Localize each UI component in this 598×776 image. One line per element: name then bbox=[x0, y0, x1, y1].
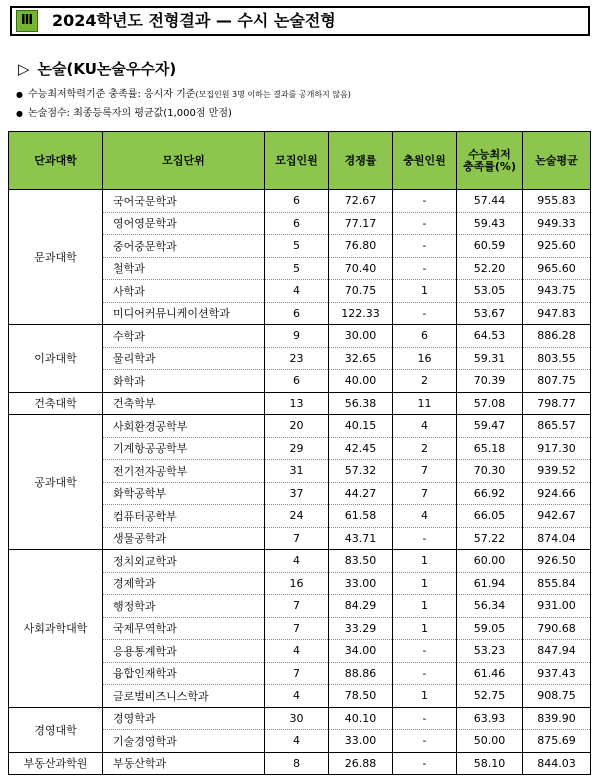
results-table bbox=[8, 131, 591, 775]
additional-cell: - bbox=[393, 707, 457, 730]
quota-cell: 4 bbox=[265, 280, 329, 303]
competition-cell: 33.00 bbox=[329, 572, 393, 595]
csat-rate-cell: 60.59 bbox=[457, 235, 523, 258]
bullet-icon: ● bbox=[16, 109, 23, 118]
additional-cell: 1 bbox=[393, 572, 457, 595]
competition-cell: 72.67 bbox=[329, 190, 393, 213]
quota-cell: 29 bbox=[265, 437, 329, 460]
additional-cell: 2 bbox=[393, 437, 457, 460]
unit-cell: 융합인재학과 bbox=[103, 662, 265, 685]
unit-cell: 사회환경공학부 bbox=[103, 415, 265, 438]
csat-rate-cell: 53.05 bbox=[457, 280, 523, 303]
header-additional: 충원인원 bbox=[393, 132, 457, 190]
unit-cell: 미디어커뮤니케이션학과 bbox=[103, 302, 265, 325]
competition-cell: 76.80 bbox=[329, 235, 393, 258]
header-csat-rate bbox=[457, 132, 523, 190]
college-cell: 문과대학 bbox=[9, 190, 103, 325]
csat-rate-cell: 58.10 bbox=[457, 752, 523, 775]
unit-cell: 화학과 bbox=[103, 370, 265, 393]
essay-avg-cell: 886.28 bbox=[523, 325, 591, 348]
csat-rate-cell: 60.00 bbox=[457, 550, 523, 573]
unit-cell: 중어중문학과 bbox=[103, 235, 265, 258]
essay-avg-cell: 855.84 bbox=[523, 572, 591, 595]
unit-cell: 철학과 bbox=[103, 257, 265, 280]
header-unit: 모집단위 bbox=[103, 132, 265, 190]
header-quota: 모집인원 bbox=[265, 132, 329, 190]
quota-cell: 7 bbox=[265, 662, 329, 685]
competition-cell: 61.58 bbox=[329, 505, 393, 528]
additional-cell: - bbox=[393, 640, 457, 663]
competition-cell: 40.00 bbox=[329, 370, 393, 393]
additional-cell: 11 bbox=[393, 392, 457, 415]
csat-rate-cell: 56.34 bbox=[457, 595, 523, 618]
csat-rate-cell: 70.39 bbox=[457, 370, 523, 393]
college-cell: 부동산과학원 bbox=[9, 752, 103, 775]
unit-cell: 국어국문학과 bbox=[103, 190, 265, 213]
competition-cell: 70.75 bbox=[329, 280, 393, 303]
header-competition: 경쟁률 bbox=[329, 132, 393, 190]
essay-avg-cell: 931.00 bbox=[523, 595, 591, 618]
essay-avg-cell: 865.57 bbox=[523, 415, 591, 438]
quota-cell: 7 bbox=[265, 595, 329, 618]
additional-cell: 7 bbox=[393, 482, 457, 505]
page-title: 2024학년도 전형결과 — 수시 논술전형 bbox=[52, 11, 336, 30]
triangle-marker-icon: ▷ bbox=[18, 60, 30, 78]
csat-rate-cell: 63.93 bbox=[457, 707, 523, 730]
competition-cell: 43.71 bbox=[329, 527, 393, 550]
unit-cell: 영어영문학과 bbox=[103, 212, 265, 235]
essay-avg-cell: 803.55 bbox=[523, 347, 591, 370]
title-bar bbox=[10, 6, 590, 36]
bullet-icon: ● bbox=[16, 90, 23, 99]
competition-cell: 30.00 bbox=[329, 325, 393, 348]
competition-cell: 88.86 bbox=[329, 662, 393, 685]
header-college: 단과대학 bbox=[9, 132, 103, 190]
csat-rate-cell: 70.30 bbox=[457, 460, 523, 483]
additional-cell: 7 bbox=[393, 460, 457, 483]
additional-cell: 4 bbox=[393, 415, 457, 438]
unit-cell: 화학공학부 bbox=[103, 482, 265, 505]
note-item bbox=[16, 85, 351, 100]
table-row bbox=[9, 550, 591, 573]
unit-cell: 사학과 bbox=[103, 280, 265, 303]
essay-avg-cell: 955.83 bbox=[523, 190, 591, 213]
essay-avg-cell: 847.94 bbox=[523, 640, 591, 663]
quota-cell: 7 bbox=[265, 617, 329, 640]
college-cell: 공과대학 bbox=[9, 415, 103, 550]
college-cell: 사회과학대학 bbox=[9, 550, 103, 708]
quota-cell: 8 bbox=[265, 752, 329, 775]
additional-cell: 6 bbox=[393, 325, 457, 348]
unit-cell: 물리학과 bbox=[103, 347, 265, 370]
csat-rate-cell: 52.20 bbox=[457, 257, 523, 280]
table-row bbox=[9, 392, 591, 415]
unit-cell: 생물공학과 bbox=[103, 527, 265, 550]
additional-cell: - bbox=[393, 752, 457, 775]
competition-cell: 77.17 bbox=[329, 212, 393, 235]
section-heading-text: 논술(KU논술우수자) bbox=[37, 60, 177, 78]
csat-rate-cell: 59.47 bbox=[457, 415, 523, 438]
section-heading bbox=[18, 58, 176, 79]
csat-rate-cell: 57.08 bbox=[457, 392, 523, 415]
quota-cell: 20 bbox=[265, 415, 329, 438]
unit-cell: 국제무역학과 bbox=[103, 617, 265, 640]
table-row bbox=[9, 707, 591, 730]
competition-cell: 70.40 bbox=[329, 257, 393, 280]
essay-avg-cell: 947.83 bbox=[523, 302, 591, 325]
csat-rate-cell: 53.67 bbox=[457, 302, 523, 325]
essay-avg-cell: 924.66 bbox=[523, 482, 591, 505]
competition-cell: 32.65 bbox=[329, 347, 393, 370]
note-small-text: (모집인원 3명 이하는 결과를 공개하지 않음) bbox=[195, 90, 351, 99]
competition-cell: 83.50 bbox=[329, 550, 393, 573]
quota-cell: 23 bbox=[265, 347, 329, 370]
essay-avg-cell: 807.75 bbox=[523, 370, 591, 393]
unit-cell: 부동산학과 bbox=[103, 752, 265, 775]
note-text: 논술점수: 최종등록자의 평균값(1,000점 만점) bbox=[28, 108, 232, 119]
competition-cell: 33.29 bbox=[329, 617, 393, 640]
csat-rate-cell: 66.92 bbox=[457, 482, 523, 505]
additional-cell: - bbox=[393, 730, 457, 753]
unit-cell: 정치외교학과 bbox=[103, 550, 265, 573]
quota-cell: 16 bbox=[265, 572, 329, 595]
table-row bbox=[9, 415, 591, 438]
quota-cell: 4 bbox=[265, 685, 329, 708]
essay-avg-cell: 965.60 bbox=[523, 257, 591, 280]
csat-rate-cell: 64.53 bbox=[457, 325, 523, 348]
unit-cell: 응용통계학과 bbox=[103, 640, 265, 663]
table-row bbox=[9, 752, 591, 775]
quota-cell: 6 bbox=[265, 212, 329, 235]
quota-cell: 5 bbox=[265, 257, 329, 280]
unit-cell: 경영학과 bbox=[103, 707, 265, 730]
quota-cell: 37 bbox=[265, 482, 329, 505]
additional-cell: 1 bbox=[393, 550, 457, 573]
quota-cell: 24 bbox=[265, 505, 329, 528]
quota-cell: 5 bbox=[265, 235, 329, 258]
additional-cell: 2 bbox=[393, 370, 457, 393]
csat-rate-cell: 61.46 bbox=[457, 662, 523, 685]
quota-cell: 6 bbox=[265, 370, 329, 393]
competition-cell: 42.45 bbox=[329, 437, 393, 460]
csat-rate-cell: 53.23 bbox=[457, 640, 523, 663]
unit-cell: 행정학과 bbox=[103, 595, 265, 618]
csat-rate-cell: 52.75 bbox=[457, 685, 523, 708]
quota-cell: 13 bbox=[265, 392, 329, 415]
competition-cell: 44.27 bbox=[329, 482, 393, 505]
header-essay-avg: 논술평균 bbox=[523, 132, 591, 190]
college-cell: 건축대학 bbox=[9, 392, 103, 415]
csat-rate-cell: 50.00 bbox=[457, 730, 523, 753]
additional-cell: 1 bbox=[393, 617, 457, 640]
table-row bbox=[9, 325, 591, 348]
essay-avg-cell: 798.77 bbox=[523, 392, 591, 415]
csat-rate-cell: 65.18 bbox=[457, 437, 523, 460]
competition-cell: 122.33 bbox=[329, 302, 393, 325]
quota-cell: 6 bbox=[265, 190, 329, 213]
essay-avg-cell: 839.90 bbox=[523, 707, 591, 730]
header-csat-rate-line: 수능최저 bbox=[468, 147, 511, 161]
additional-cell: 1 bbox=[393, 685, 457, 708]
essay-avg-cell: 925.60 bbox=[523, 235, 591, 258]
unit-cell: 컴퓨터공학부 bbox=[103, 505, 265, 528]
quota-cell: 4 bbox=[265, 730, 329, 753]
csat-rate-cell: 61.94 bbox=[457, 572, 523, 595]
competition-cell: 57.32 bbox=[329, 460, 393, 483]
note-item bbox=[16, 104, 232, 119]
essay-avg-cell: 875.69 bbox=[523, 730, 591, 753]
additional-cell: - bbox=[393, 212, 457, 235]
competition-cell: 56.38 bbox=[329, 392, 393, 415]
additional-cell: 4 bbox=[393, 505, 457, 528]
quota-cell: 9 bbox=[265, 325, 329, 348]
competition-cell: 26.88 bbox=[329, 752, 393, 775]
header-csat-rate-line: 충족률(%) bbox=[463, 159, 516, 173]
csat-rate-cell: 59.31 bbox=[457, 347, 523, 370]
essay-avg-cell: 942.67 bbox=[523, 505, 591, 528]
unit-cell: 기계항공공학부 bbox=[103, 437, 265, 460]
csat-rate-cell: 57.22 bbox=[457, 527, 523, 550]
competition-cell: 78.50 bbox=[329, 685, 393, 708]
unit-cell: 글로벌비즈니스학과 bbox=[103, 685, 265, 708]
quota-cell: 4 bbox=[265, 550, 329, 573]
essay-avg-cell: 926.50 bbox=[523, 550, 591, 573]
table-body bbox=[9, 190, 591, 775]
essay-avg-cell: 943.75 bbox=[523, 280, 591, 303]
quota-cell: 4 bbox=[265, 640, 329, 663]
essay-avg-cell: 949.33 bbox=[523, 212, 591, 235]
unit-cell: 수학과 bbox=[103, 325, 265, 348]
section-number-badge: Ⅲ bbox=[16, 10, 38, 32]
essay-avg-cell: 844.03 bbox=[523, 752, 591, 775]
quota-cell: 31 bbox=[265, 460, 329, 483]
additional-cell: - bbox=[393, 190, 457, 213]
quota-cell: 30 bbox=[265, 707, 329, 730]
competition-cell: 40.15 bbox=[329, 415, 393, 438]
csat-rate-cell: 57.44 bbox=[457, 190, 523, 213]
note-text: 수능최저학력기준 충족률: 응시자 기준 bbox=[28, 89, 196, 100]
essay-avg-cell: 937.43 bbox=[523, 662, 591, 685]
csat-rate-cell: 59.05 bbox=[457, 617, 523, 640]
additional-cell: - bbox=[393, 257, 457, 280]
competition-cell: 84.29 bbox=[329, 595, 393, 618]
csat-rate-cell: 59.43 bbox=[457, 212, 523, 235]
unit-cell: 건축학부 bbox=[103, 392, 265, 415]
additional-cell: 1 bbox=[393, 280, 457, 303]
essay-avg-cell: 917.30 bbox=[523, 437, 591, 460]
competition-cell: 40.10 bbox=[329, 707, 393, 730]
table-header-row bbox=[9, 132, 591, 190]
quota-cell: 7 bbox=[265, 527, 329, 550]
essay-avg-cell: 874.04 bbox=[523, 527, 591, 550]
unit-cell: 경제학과 bbox=[103, 572, 265, 595]
competition-cell: 34.00 bbox=[329, 640, 393, 663]
unit-cell: 전기전자공학부 bbox=[103, 460, 265, 483]
unit-cell: 기술경영학과 bbox=[103, 730, 265, 753]
college-cell: 경영대학 bbox=[9, 707, 103, 752]
additional-cell: 1 bbox=[393, 595, 457, 618]
college-cell: 이과대학 bbox=[9, 325, 103, 393]
additional-cell: - bbox=[393, 527, 457, 550]
competition-cell: 33.00 bbox=[329, 730, 393, 753]
essay-avg-cell: 939.52 bbox=[523, 460, 591, 483]
table-row bbox=[9, 190, 591, 213]
csat-rate-cell: 66.05 bbox=[457, 505, 523, 528]
essay-avg-cell: 790.68 bbox=[523, 617, 591, 640]
quota-cell: 6 bbox=[265, 302, 329, 325]
essay-avg-cell: 908.75 bbox=[523, 685, 591, 708]
additional-cell: - bbox=[393, 302, 457, 325]
additional-cell: 16 bbox=[393, 347, 457, 370]
additional-cell: - bbox=[393, 662, 457, 685]
additional-cell: - bbox=[393, 235, 457, 258]
